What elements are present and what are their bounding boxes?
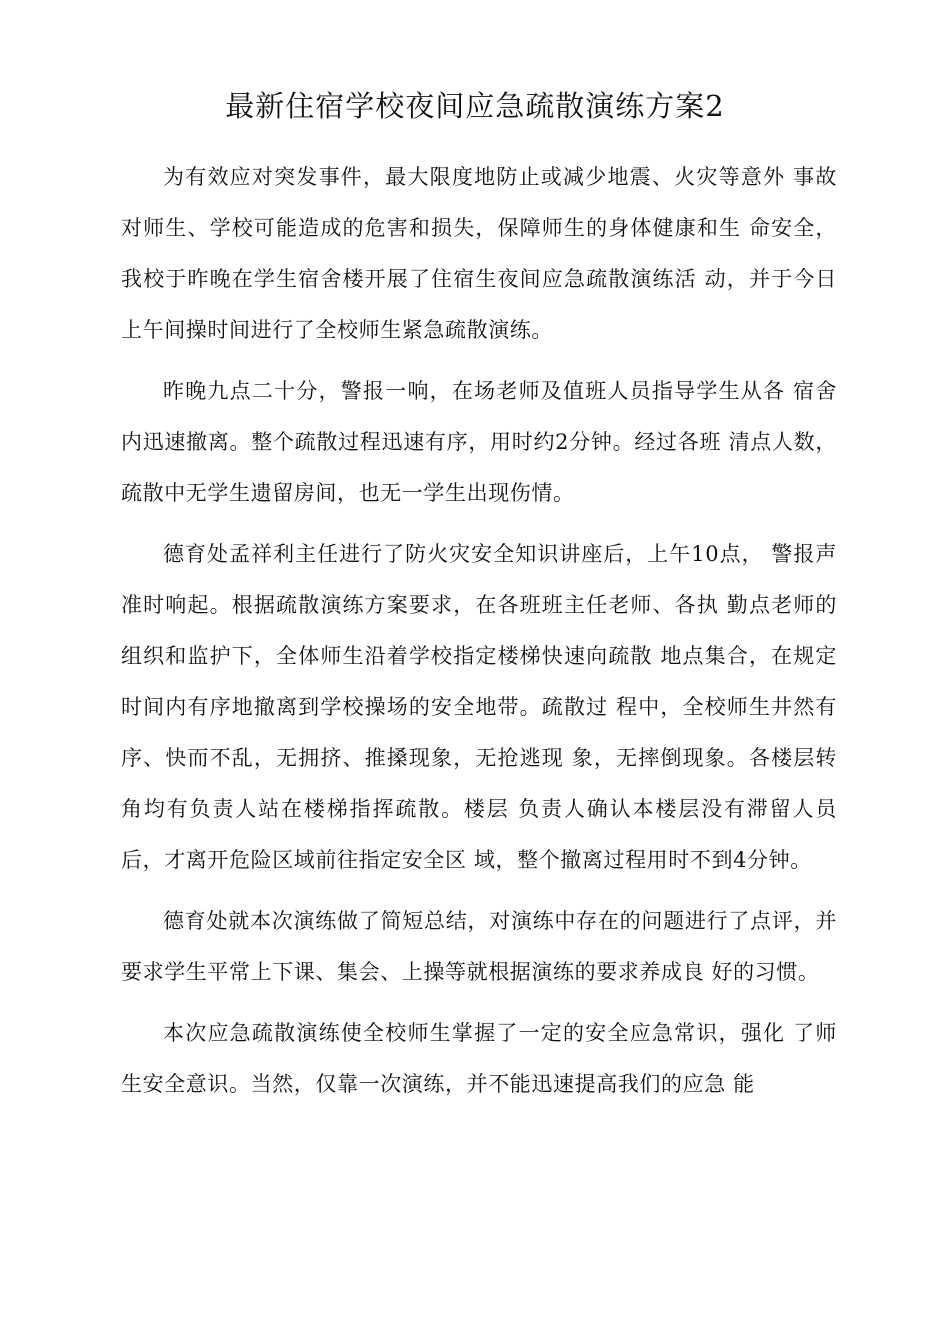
document-title: 最新住宿学校夜间应急疏散演练方案2	[225, 89, 725, 123]
document-body	[121, 152, 837, 1110]
paragraph-5: 本次应急疏散演练使全校师生掌握了一定的安全应急常识，强化 了师生安全意识。当然，仅靠一次演练，并不能迅速提高我们的应急 能	[121, 1021, 837, 1096]
paragraph-3: 德育处孟祥利主任进行了防火灾安全知识讲座后，上午10点， 警报声准时响起。根据疏散演练方案要求，在各班班主任老师、各执 勤点老师的组织和监护下，全体师生沿着学校指定楼梯快速向疏散 地点集合，在规定时间内有序地撤离到学校操场的安全地带。疏散过 程中，全校师生井然有序、快而不乱，无拥挤、推搡现象，无抢逃现 象，无摔倒现象。各楼层转角均有负责人站在楼梯指挥疏散。楼层 负责人确认本楼层没有滞留人员后，才离开危险区域前往指定安全区 域，整个撤离过程用时不到4分钟。	[121, 542, 837, 872]
paragraph-4: 德育处就本次演练做了简短总结，对演练中存在的问题进行了点评，并要求学生平常上下课、集会、上操等就根据演练的要求养成良 好的习惯。	[121, 909, 837, 984]
paragraph-1: 为有效应对突发事件，最大限度地防止或减少地震、火灾等意外 事故对师生、学校可能造成的危害和损失，保障师生的身体健康和生 命安全，我校于昨晚在学生宿舍楼开展了住宿生夜间应急疏散演练活 动，并于今日上午间操时间进行了全校师生紧急疏散演练。	[121, 165, 837, 342]
paragraph-2: 昨晚九点二十分，警报一响，在场老师及值班人员指导学生从各 宿舍内迅速撤离。整个疏散过程迅速有序，用时约2分钟。经过各班 清点人数，疏散中无学生遗留房间，也无一学生出现伤情。	[121, 379, 837, 505]
